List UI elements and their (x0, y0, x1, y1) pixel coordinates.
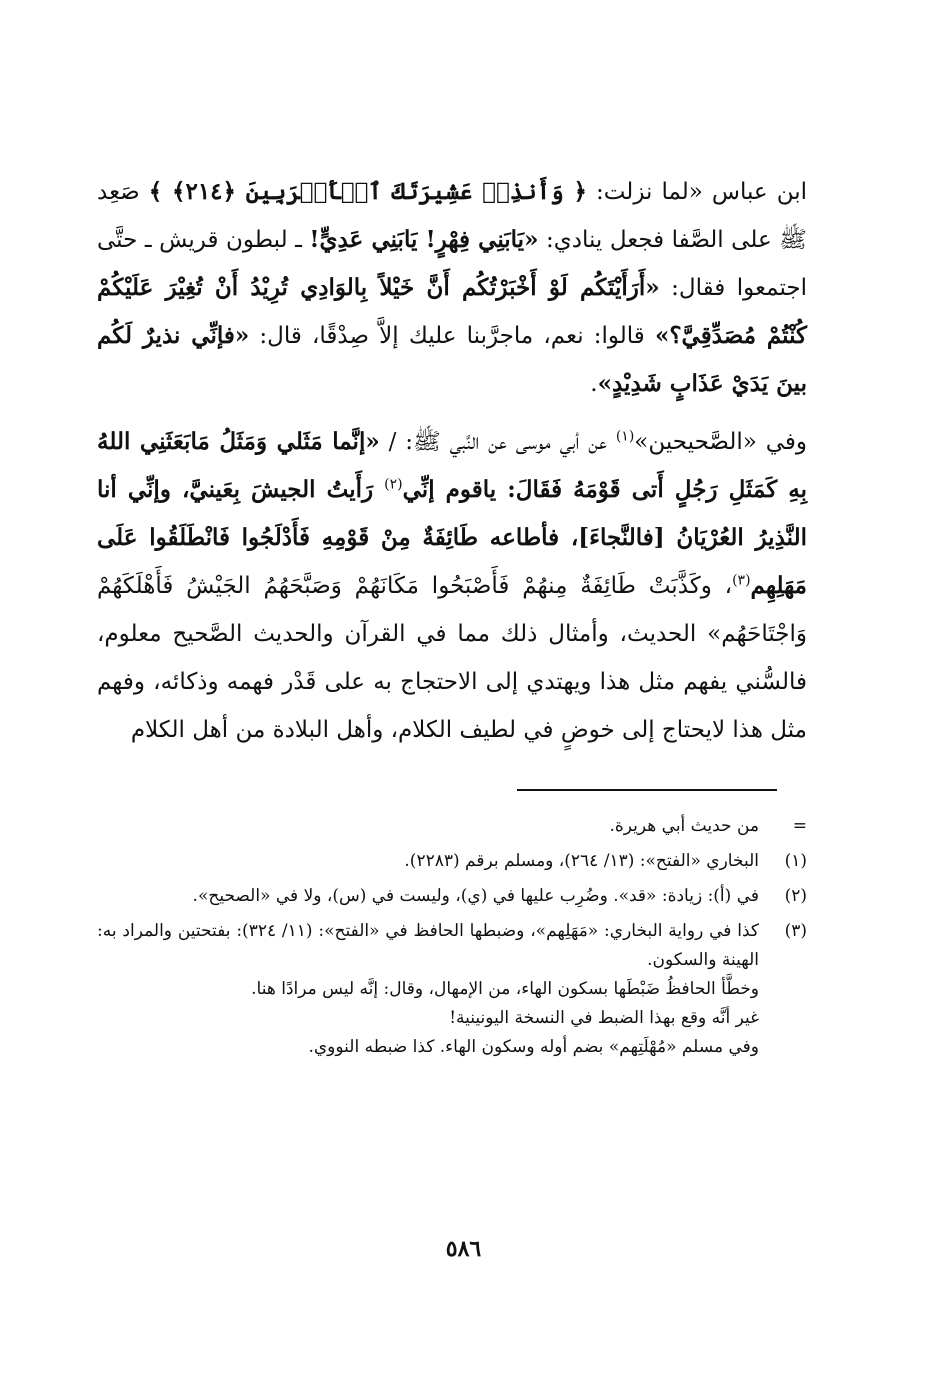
footnote-mark: (٣) (784, 921, 807, 941)
footnote-line: كذا في رواية البخاري: «مَهَلِهم»، وضبطها الحافظ في «الفتح»: (١١/ ٣٢٤): بفتحتين والمراد به: الهينة والسكون. (97, 921, 759, 970)
text-span: . (590, 371, 598, 397)
footnote-divider (517, 789, 777, 791)
text-span: وفي «الصَّحيحين» (634, 429, 807, 455)
hadith-quote: «يَابَنِي فِهْرٍ! يَابَنِي عَدِيٍّ! (309, 226, 539, 253)
paragraph-1 (97, 168, 807, 408)
footnote-continuation (97, 812, 807, 841)
footnote-text (97, 917, 759, 1062)
footnote-2 (97, 882, 807, 911)
footnote-ref-3[interactable]: (٣) (732, 572, 751, 589)
footnote-text: من حديث أبي هريرة. (609, 816, 759, 836)
page-number: ٥٨٦ (445, 1236, 482, 1262)
footnote-ref-2[interactable]: (٢) (384, 476, 403, 493)
hadith-quote: «أَرَأَيْتَكُم لَوْ أَخْبَرْتُكُم أَنَّ خَيْلاً بِالوَادِي تُرِيْدُ أَنْ تُغِيْرَ عَلَيْكُمْ كُنْتُمْ مُصَدِّقِيَّ؟» (97, 274, 808, 349)
text-span: ابن عباس «لما نزلت: (586, 179, 807, 205)
footnote-mark: (٢) (784, 886, 807, 906)
footnote-text: في (أ): زيادة: «قد». وضُرِب عليها في (ي)، وليست في (س)، ولا في «الصحيح». (192, 886, 759, 906)
footnote-mark: (١) (784, 851, 807, 871)
footnote-line: وفي مسلم «مُهْلَتِهم» بضم أوله وسكون الهاء. كذا ضبطه النووي. (308, 1037, 759, 1057)
text-span: عن أبي موسى عن النَّبي ﷺ: / (379, 429, 616, 455)
footnote-3 (97, 917, 807, 1062)
text-span: صَعِد ﷺ على الصَّفا فجعل ينادي: (97, 179, 807, 253)
footnote-text: البخاري «الفتح»: (١٣/ ٢٦٤)، ومسلم برقم (٢٢٨٣). (404, 851, 759, 871)
text-span: ، وكَذَّبَتْ طَائِفَةٌ مِنهُمْ فَأَصْبَحُوا مَكَانَهُمْ وَصَبَّحَهُمُ الجَيْشُ فَأَهْلَكَهُمْ وَاجْتَاحَهُم» الحديث، وأمثال ذلك مما في القرآن والحديث الصَّحيح معلوم، فالسُّني يفهم مثل هذا ويهتدي إلى الاحتجاج به على قَدْر فهمه وذكائه، وفهم مثل هذا لايحتاج إلى خوضٍ في لطيف الكلام، وأهل البلادة من أهل الكلام (97, 573, 807, 743)
footnote-mark: = (792, 816, 807, 836)
footnote-ref-1[interactable]: (١) (615, 428, 635, 445)
text-span: قالوا: نعم، ماجرَّبنا عليك إلاَّ صِدْقًا، قال: (249, 323, 655, 349)
hadith-quote: «فإنِّي نذيرٌ لَكُم بينَ يَدَيْ عَذَابٍ شَدِيْدٍ» (97, 322, 807, 397)
footnote-line: غير أنَّه وقع بهذا الضبط في النسخة اليونينية! (449, 1008, 759, 1028)
main-text (97, 168, 807, 754)
quran-verse: ﴿ وَأَنذِرۡ عَشِيرَتَكَ ٱلۡأَقۡرَبِينَ ﴿٢١٤﴾ ﴾ (148, 178, 587, 205)
hadith-quote: «إنَّما مَثَلي وَمَثَلُ مَابَعَثَنِي اللهُ بِهِ كَمَثَلِ رَجُلٍ أَتى قَوْمَهُ فَقَالَ: (97, 428, 807, 503)
hadith-quote: رَأَيتُ الجيشَ بِعَينيَّ، وإنِّي أنا النَّذِيرُ العُرْيَانُ [فالنَّجاءَ]، فأطاعه طَائِفَةٌ مِنْ قَوْمِهِ فَأَدْلَجُوا فَانْطَلَقُوا عَلَى مَهَلِهِم (97, 476, 807, 599)
footnote-line: وخطَّأ الحافظُ ضَبْطَها بسكون الهاء، من الإمهال، وقال: إنَّه ليس مرادًا هنا. (251, 979, 759, 999)
text-span: ياقوم إنِّي (402, 476, 508, 503)
footnotes (97, 812, 807, 1062)
paragraph-2 (97, 418, 807, 754)
text-span: ـ لبطون قريش ـ حتَّى اجتمعوا فقال: (97, 227, 807, 301)
footnote-1 (97, 847, 807, 876)
